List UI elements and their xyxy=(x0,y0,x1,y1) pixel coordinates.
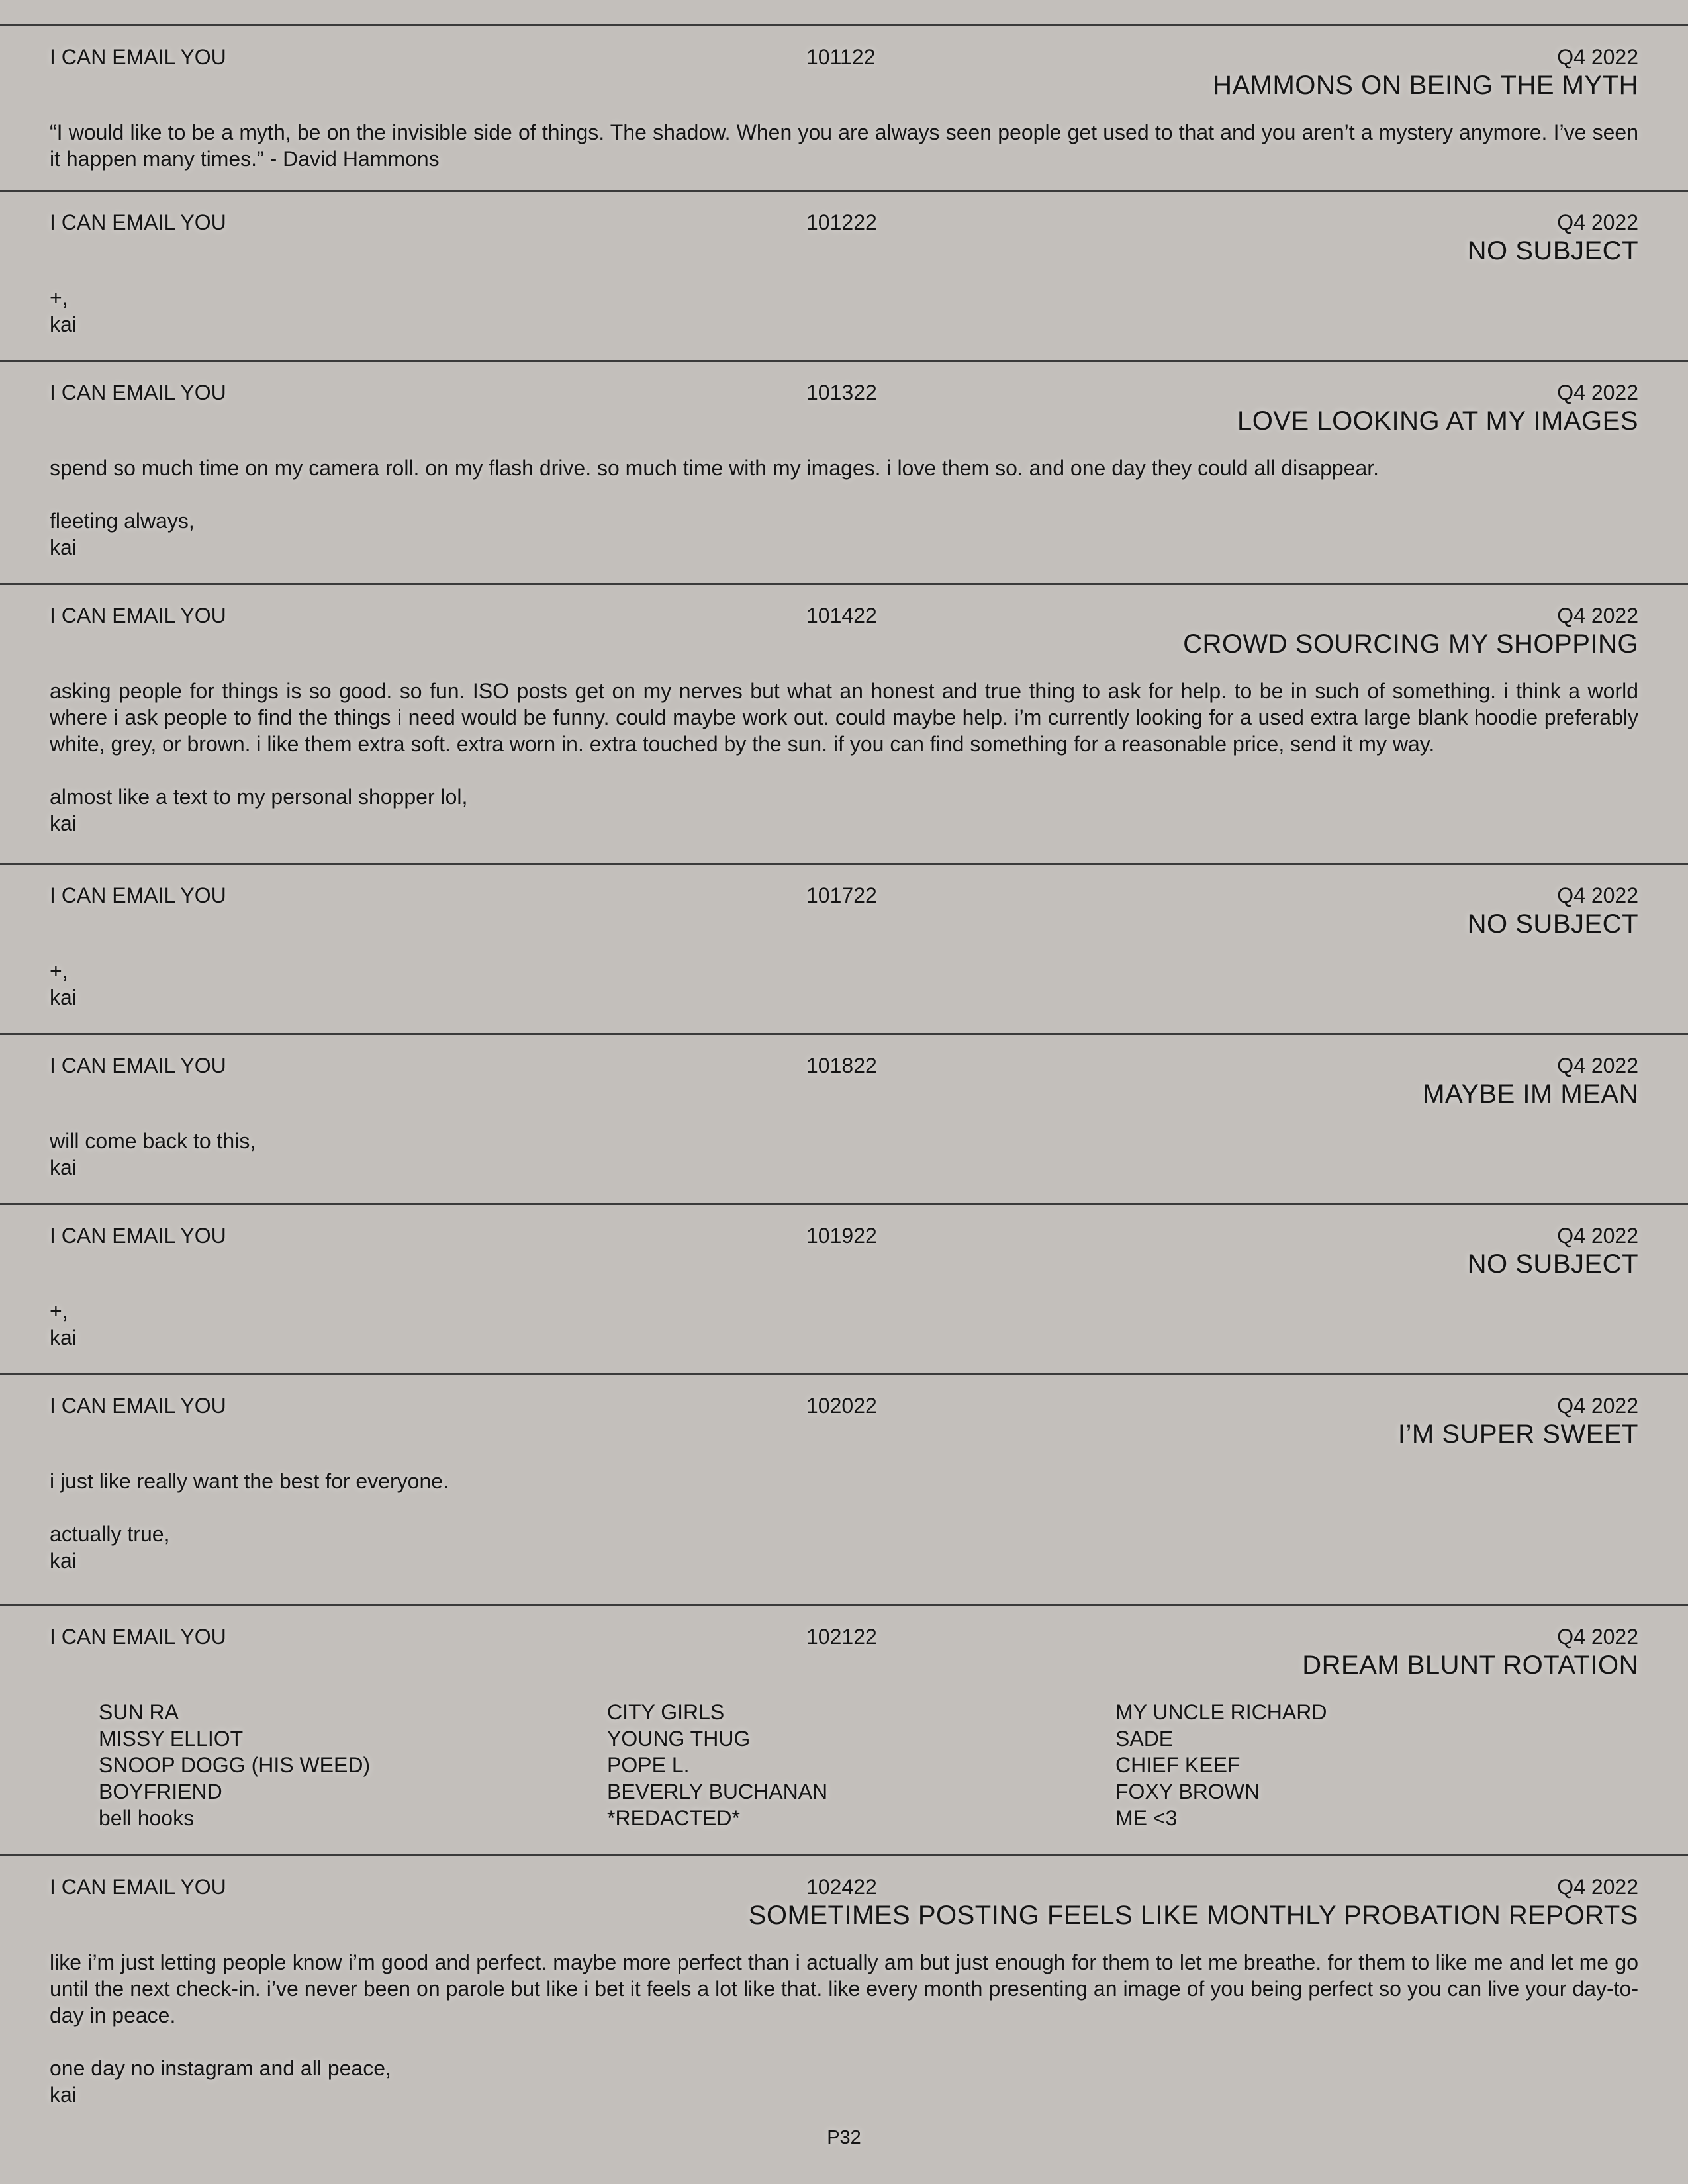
entry-quarter: Q4 2022 xyxy=(1557,1224,1638,1248)
page-number: P32 xyxy=(827,2127,861,2148)
entry-body xyxy=(50,285,1638,338)
entry-quarter: Q4 2022 xyxy=(1557,1054,1638,1077)
name-list-item: FOXY BROWN xyxy=(1115,1780,1260,1803)
entry-sender: I CAN EMAIL YOU xyxy=(50,45,226,69)
entry-body xyxy=(50,678,1638,837)
name-list-item: bell hooks xyxy=(99,1806,195,1830)
entry-subject: DREAM BLUNT ROTATION xyxy=(1302,1651,1638,1680)
entry-paragraph: i just like really want the best for everyone. xyxy=(50,1469,449,1493)
entry-paragraph: one day no instagram and all peace, kai xyxy=(50,2056,391,2107)
name-list-item: ME <3 xyxy=(1115,1806,1178,1830)
entry-subject: SOMETIMES POSTING FEELS LIKE MONTHLY PROBATION REPORTS xyxy=(748,1901,1638,1930)
email-entry xyxy=(0,26,1688,190)
entry-quarter: Q4 2022 xyxy=(1557,604,1638,627)
entry-paragraph: almost like a text to my personal shopper lol, kai xyxy=(50,785,468,835)
entry-subject: NO SUBJECT xyxy=(1467,909,1638,938)
entry-paragraph: +, kai xyxy=(50,286,77,336)
entry-body xyxy=(50,455,1638,561)
entry-subject: LOVE LOOKING AT MY IMAGES xyxy=(1237,406,1638,435)
entry-sender: I CAN EMAIL YOU xyxy=(50,1394,226,1418)
name-list-item: POPE L. xyxy=(607,1753,690,1777)
name-list-item: BEVERLY BUCHANAN xyxy=(607,1780,828,1803)
entry-number: 101822 xyxy=(806,1054,877,1077)
email-entry xyxy=(0,192,1688,360)
email-entry xyxy=(0,585,1688,863)
entry-quarter: Q4 2022 xyxy=(1557,1875,1638,1899)
entry-sender: I CAN EMAIL YOU xyxy=(50,1625,226,1649)
entry-number: 102122 xyxy=(806,1625,877,1649)
entry-number: 102022 xyxy=(806,1394,877,1418)
email-entry xyxy=(0,1856,1688,2121)
entry-body xyxy=(50,119,1638,172)
name-list-item: BOYFRIEND xyxy=(99,1780,222,1803)
name-list-item: SUN RA xyxy=(99,1700,179,1724)
entry-quarter: Q4 2022 xyxy=(1557,210,1638,234)
entry-paragraph: actually true, kai xyxy=(50,1522,170,1572)
entry-subject: I’M SUPER SWEET xyxy=(1397,1420,1638,1449)
entry-paragraph: +, kai xyxy=(50,1299,77,1349)
email-entry xyxy=(0,362,1688,583)
email-entry xyxy=(0,1205,1688,1373)
entry-paragraph: +, kai xyxy=(50,959,77,1009)
entry-subject: HAMMONS ON BEING THE MYTH xyxy=(1213,71,1638,100)
entry-number: 102422 xyxy=(806,1875,877,1899)
entry-body xyxy=(50,958,1638,1011)
name-list-item: YOUNG THUG xyxy=(607,1727,751,1751)
name-list-column xyxy=(1115,1699,1327,1831)
entry-paragraph: will come back to this, kai xyxy=(50,1129,256,1179)
entry-number: 101222 xyxy=(806,210,877,234)
email-entry xyxy=(0,1606,1688,1854)
name-list-item: SNOOP DOGG (HIS WEED) xyxy=(99,1753,371,1777)
entry-sender: I CAN EMAIL YOU xyxy=(50,884,226,907)
entry-body xyxy=(50,1298,1638,1351)
entry-sender: I CAN EMAIL YOU xyxy=(50,210,226,234)
entry-sender: I CAN EMAIL YOU xyxy=(50,1224,226,1248)
entry-number: 101122 xyxy=(806,45,876,69)
entry-sender: I CAN EMAIL YOU xyxy=(50,381,226,404)
email-entry xyxy=(0,865,1688,1033)
name-list-item: MISSY ELLIOT xyxy=(99,1727,244,1751)
email-entry xyxy=(0,1375,1688,1604)
name-list-column xyxy=(99,1699,370,1831)
name-list-item: SADE xyxy=(1115,1727,1174,1751)
entry-quarter: Q4 2022 xyxy=(1557,1625,1638,1649)
entry-quarter: Q4 2022 xyxy=(1557,381,1638,404)
entry-sender: I CAN EMAIL YOU xyxy=(50,1875,226,1899)
entry-sender: I CAN EMAIL YOU xyxy=(50,1054,226,1077)
name-list-item: *REDACTED* xyxy=(607,1806,740,1830)
entry-body xyxy=(50,1128,1638,1181)
entry-subject: CROWD SOURCING MY SHOPPING xyxy=(1183,629,1638,659)
entry-sender: I CAN EMAIL YOU xyxy=(50,604,226,627)
entry-paragraph: like i’m just letting people know i’m good and perfect. maybe more perfect than i actually am but just enough for them to let me breathe. for them to like me and let me go until the next check-in. i’ve never been on parole but like i bet it feels a lot like that. like every month presenting an image of you being perfect so you can live your day-to-day in peace. xyxy=(50,1950,1638,2027)
entry-number: 101322 xyxy=(806,381,877,404)
entry-body xyxy=(50,1949,1638,2108)
entry-paragraph: asking people for things is so good. so fun. ISO posts get on my nerves but what an honest and true thing to ask for help. to be in such of something. i think a world where i ask people to find the things i need would be funny. could maybe work out. could maybe help. i’m currently looking for a used extra large blank hoodie preferably white, grey, or brown. i like them extra soft. extra worn in. extra touched by the sun. if you can find something for a reasonable price, send it my way. xyxy=(50,679,1638,756)
entry-paragraph: spend so much time on my camera roll. on my flash drive. so much time with my images. i love them so. and one day they could all disappear. xyxy=(50,456,1380,480)
entry-body xyxy=(50,1468,1638,1574)
name-list-item: MY UNCLE RICHARD xyxy=(1115,1700,1327,1724)
entry-quarter: Q4 2022 xyxy=(1557,884,1638,907)
entry-paragraph: fleeting always, kai xyxy=(50,509,195,559)
entry-number: 101922 xyxy=(806,1224,877,1248)
email-entry xyxy=(0,1035,1688,1203)
name-list-item: CHIEF KEEF xyxy=(1115,1753,1241,1777)
entry-paragraph: “I would like to be a myth, be on the invisible side of things. The shadow. When you are always seen people get used to that and you aren’t a mystery anymore. I’ve seen it happen many times.” - David Hammons xyxy=(50,120,1638,171)
entry-number: 101722 xyxy=(806,884,877,907)
entry-subject: NO SUBJECT xyxy=(1467,1250,1638,1279)
name-list-column xyxy=(607,1699,827,1831)
entry-subject: NO SUBJECT xyxy=(1467,236,1638,265)
name-list-item: CITY GIRLS xyxy=(607,1700,725,1724)
entry-number: 101422 xyxy=(806,604,877,627)
entry-subject: MAYBE IM MEAN xyxy=(1423,1079,1638,1109)
entry-quarter: Q4 2022 xyxy=(1557,1394,1638,1418)
entry-quarter: Q4 2022 xyxy=(1557,45,1638,69)
